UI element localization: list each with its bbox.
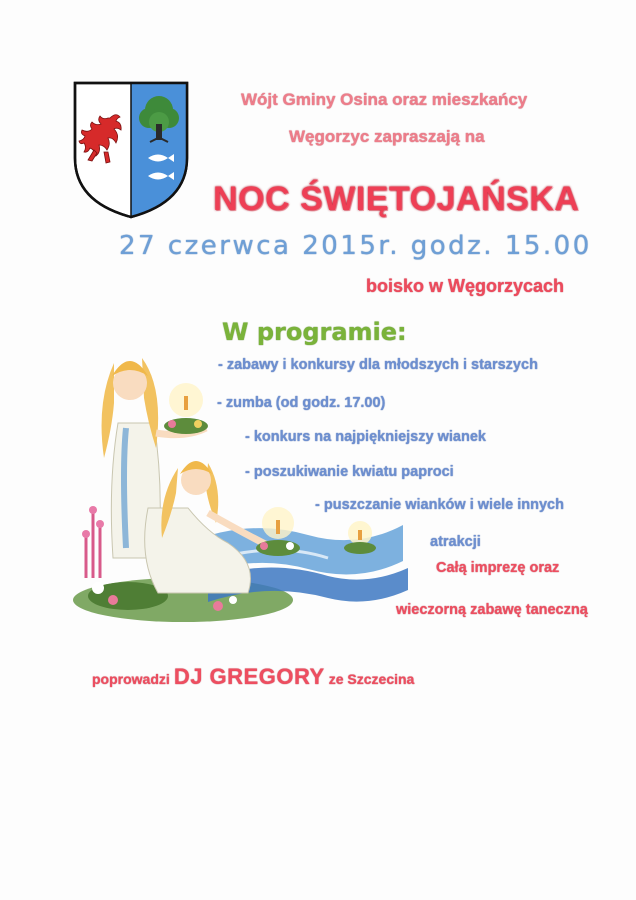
dj-prefix: poprowadzi — [92, 671, 170, 687]
coat-of-arms-icon — [72, 80, 190, 220]
program-item: - konkurs na najpiękniejszy wianek — [245, 429, 486, 445]
closing-line-1: Całą imprezę oraz — [436, 560, 560, 576]
dj-name: DJ GREGORY — [173, 664, 325, 689]
program-item: - zumba (od godz. 17.00) — [217, 395, 386, 411]
closing-line-2: wieczorną zabawę taneczną — [396, 602, 588, 618]
header-line-2: Węgorzyc zapraszają na — [289, 127, 485, 146]
program-item: atrakcji — [430, 534, 481, 550]
dj-suffix: ze Szczecina — [328, 671, 415, 687]
program-heading: W programie: — [222, 318, 407, 346]
program-item: - poszukiwanie kwiatu paproci — [245, 464, 454, 480]
dj-line — [92, 664, 414, 690]
header-line-1: Wójt Gminy Osina oraz mieszkańcy — [241, 90, 528, 109]
event-venue: boisko w Węgorzycach — [366, 276, 565, 296]
program-item: - zabawy i konkursy dla młodszych i starszych — [218, 357, 538, 373]
page-title: NOC ŚWIĘTOJAŃSKA — [213, 180, 580, 218]
program-item: - puszczanie wianków i wiele innych — [315, 497, 564, 513]
event-date: 27 czerwca 2015r. godz. 15.00 — [119, 231, 592, 261]
midsummer-maidens-illustration — [68, 338, 413, 628]
